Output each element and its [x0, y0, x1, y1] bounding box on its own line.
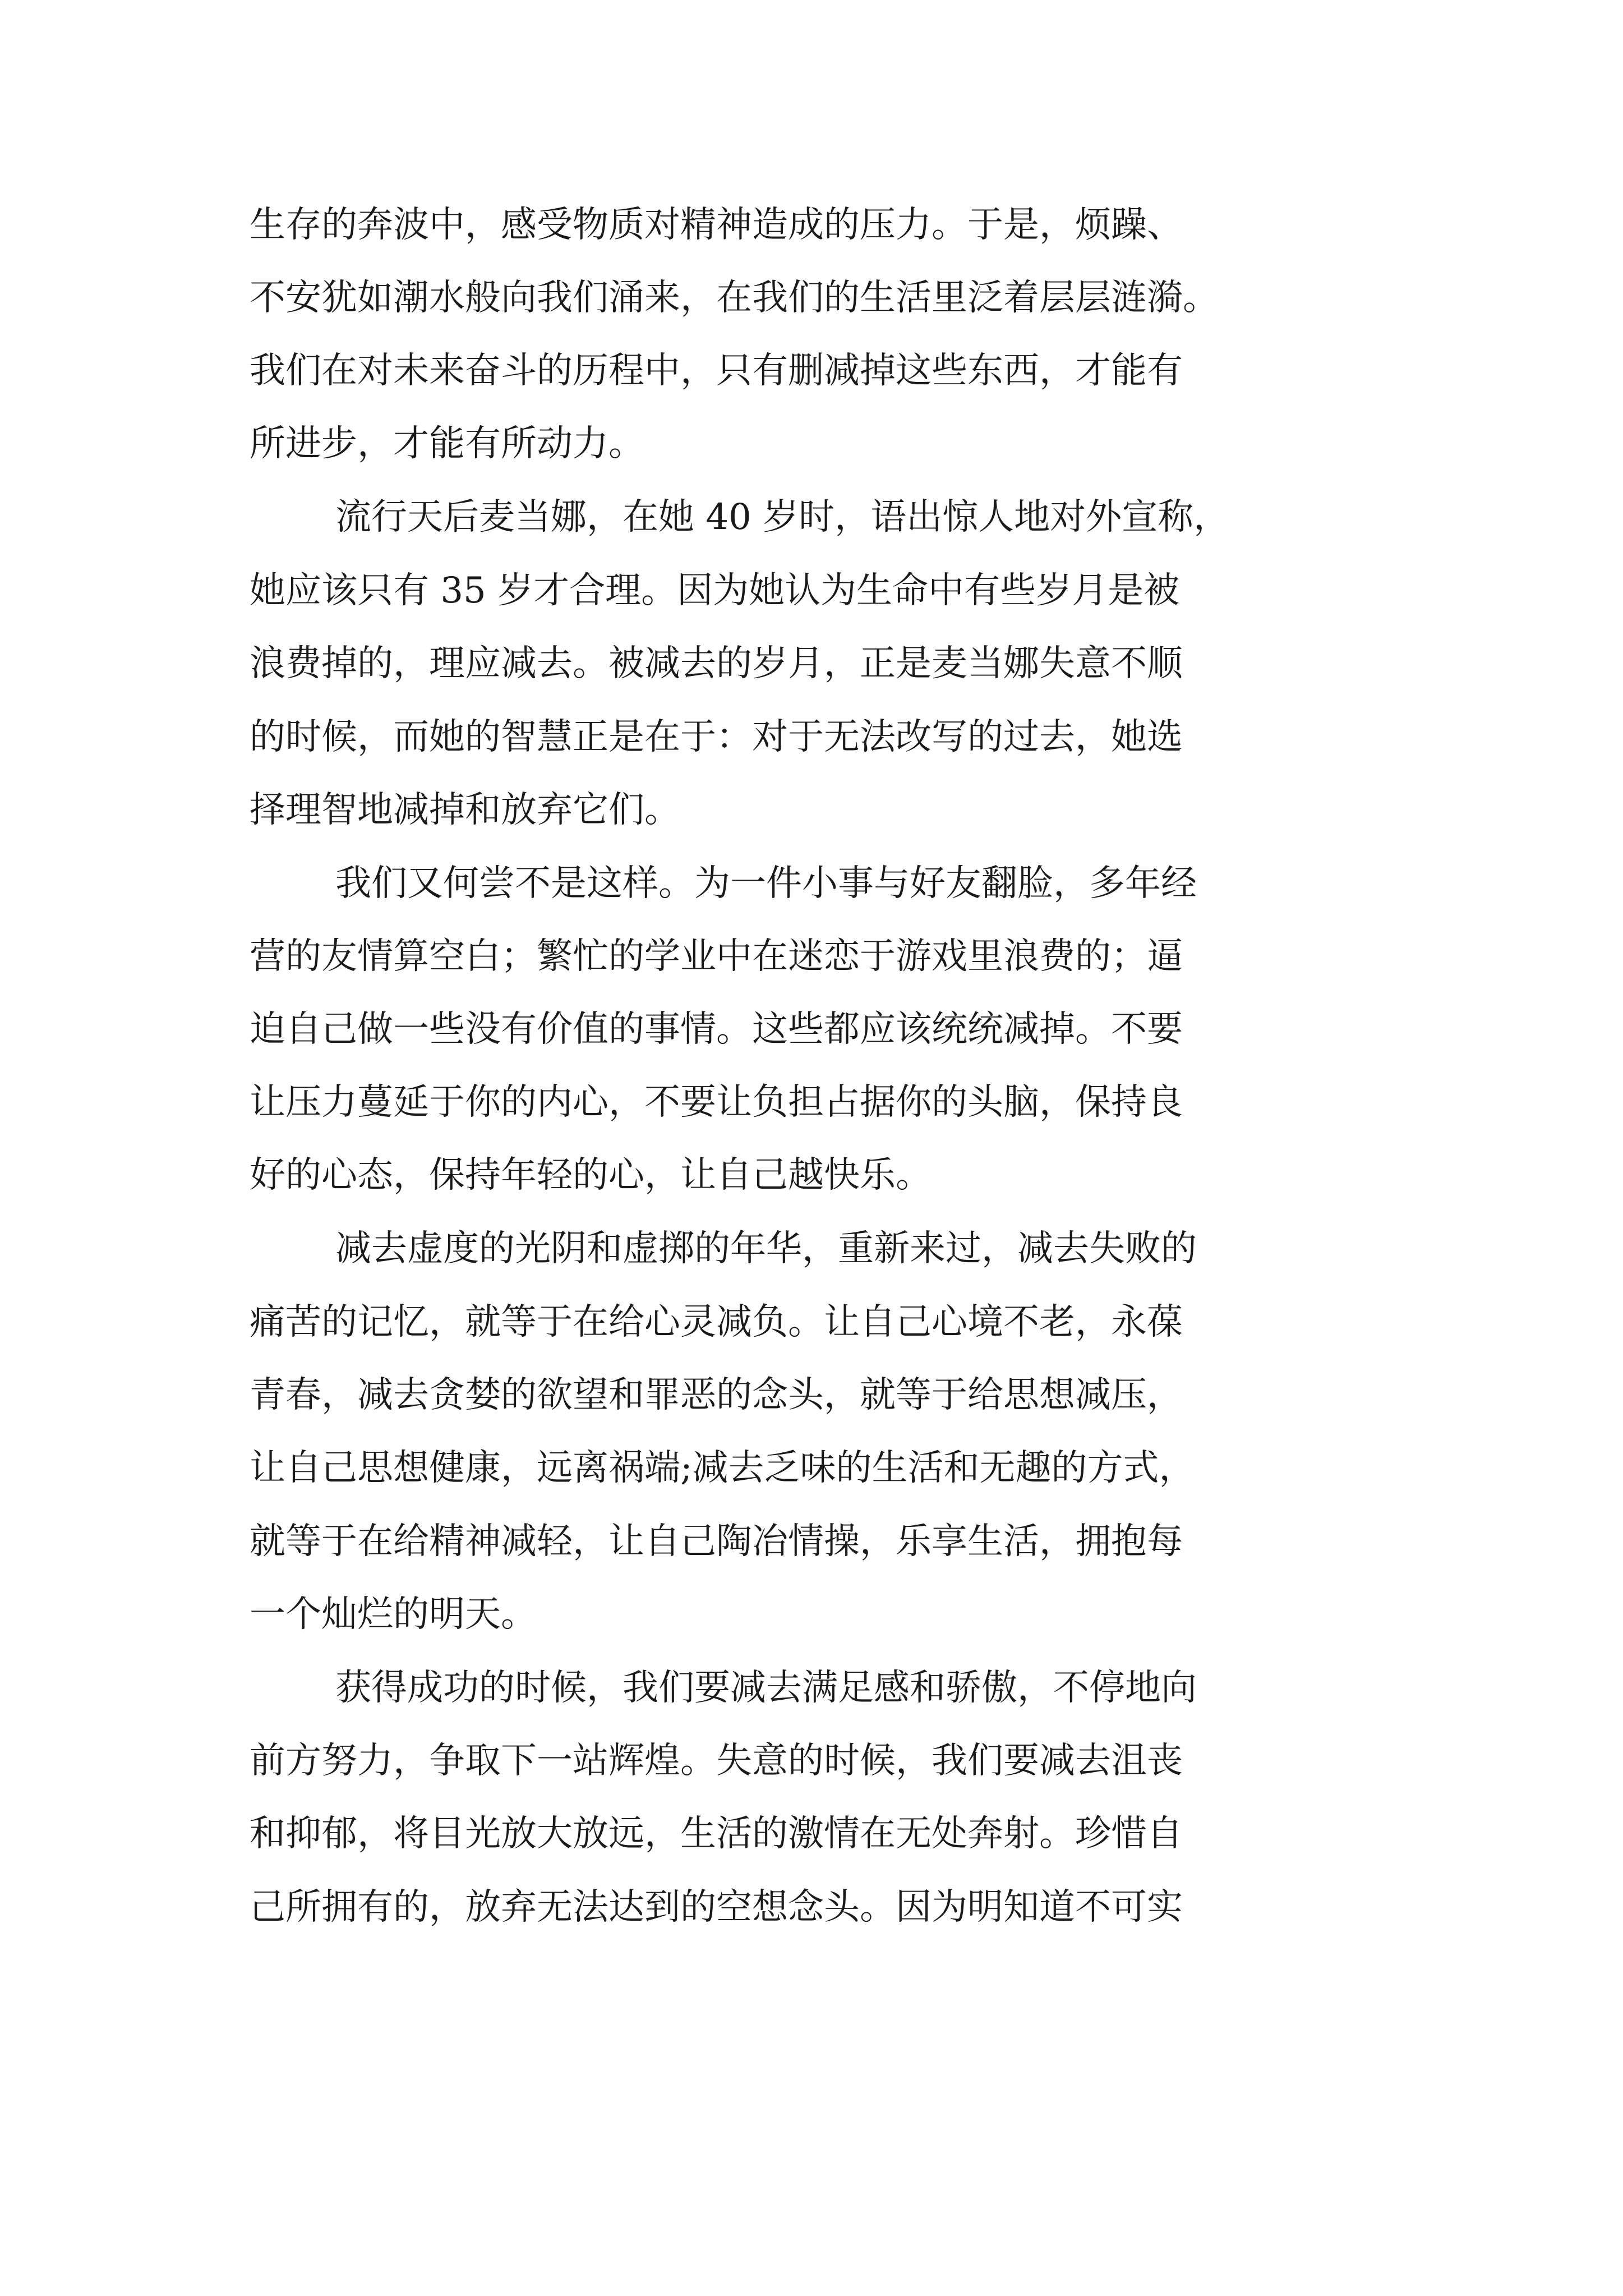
text-line: 让压力蔓延于你的内心，不要让负担占据你的头脑，保持良: [250, 1082, 1183, 1123]
text-line: 所进步，才能有所动力。: [250, 423, 644, 464]
text-line: 痛苦的记忆，就等于在给心灵减负。让自己心境不老，永葆: [250, 1301, 1183, 1343]
text-line: 前方努力，争取下一站辉煌。失意的时候，我们要减去沮丧: [250, 1740, 1183, 1782]
text-line: 我们在对未来奋斗的历程中，只有删减掉这些东西，才能有: [250, 350, 1183, 392]
text-line: 好的心态，保持年轻的心，让自己越快乐。: [250, 1154, 932, 1196]
text-line: 获得成功的时候，我们要减去满足感和骄傲，不停地向: [335, 1667, 1197, 1709]
text-line: 和抑郁，将目光放大放远，生活的激情在无处奔射。珍惜自: [250, 1813, 1183, 1855]
text-line: 流行天后麦当娜，在她 40 岁时，语出惊人地对外宣称，: [335, 496, 1230, 538]
text-line: 营的友情算空白；繁忙的学业中在迷恋于游戏里浪费的；逼: [250, 936, 1183, 977]
text-line: 择理智地减掉和放弃它们。: [250, 789, 680, 831]
text-line: 我们又何尝不是这样。为一件小事与好友翻脸，多年经: [335, 863, 1197, 904]
text-line: 浪费掉的，理应减去。被减去的岁月，正是麦当娜失意不顺: [250, 643, 1183, 684]
text-line: 她应该只有 35 岁才合理。因为她认为生命中有些岁月是被: [250, 570, 1180, 611]
text-line: 一个灿烂的明天。: [250, 1594, 537, 1635]
text-line: 就等于在给精神减轻，让自己陶冶情操，乐享生活，拥抱每: [250, 1521, 1183, 1562]
text-line: 己所拥有的，放弃无法达到的空想念头。因为明知道不可实: [250, 1887, 1183, 1928]
text-line: 不安犹如潮水般向我们涌来，在我们的生活里泛着层层涟漪。: [250, 277, 1219, 319]
text-line: 迫自己做一些没有价值的事情。这些都应该统统减掉。不要: [250, 1009, 1183, 1050]
text-line: 生存的奔波中，感受物质对精神造成的压力。于是，烦躁、: [250, 204, 1183, 246]
text-line: 减去虚度的光阴和虚掷的年华，重新来过，减去失败的: [335, 1228, 1197, 1269]
text-line: 让自己思想健康，远离祸端;减去乏味的生活和无趣的方式，: [250, 1447, 1195, 1489]
text-line: 青春，减去贪婪的欲望和罪恶的念头，就等于给思想减压，: [250, 1374, 1183, 1416]
text-line: 的时候，而她的智慧正是在于：对于无法改写的过去，她选: [250, 716, 1183, 758]
